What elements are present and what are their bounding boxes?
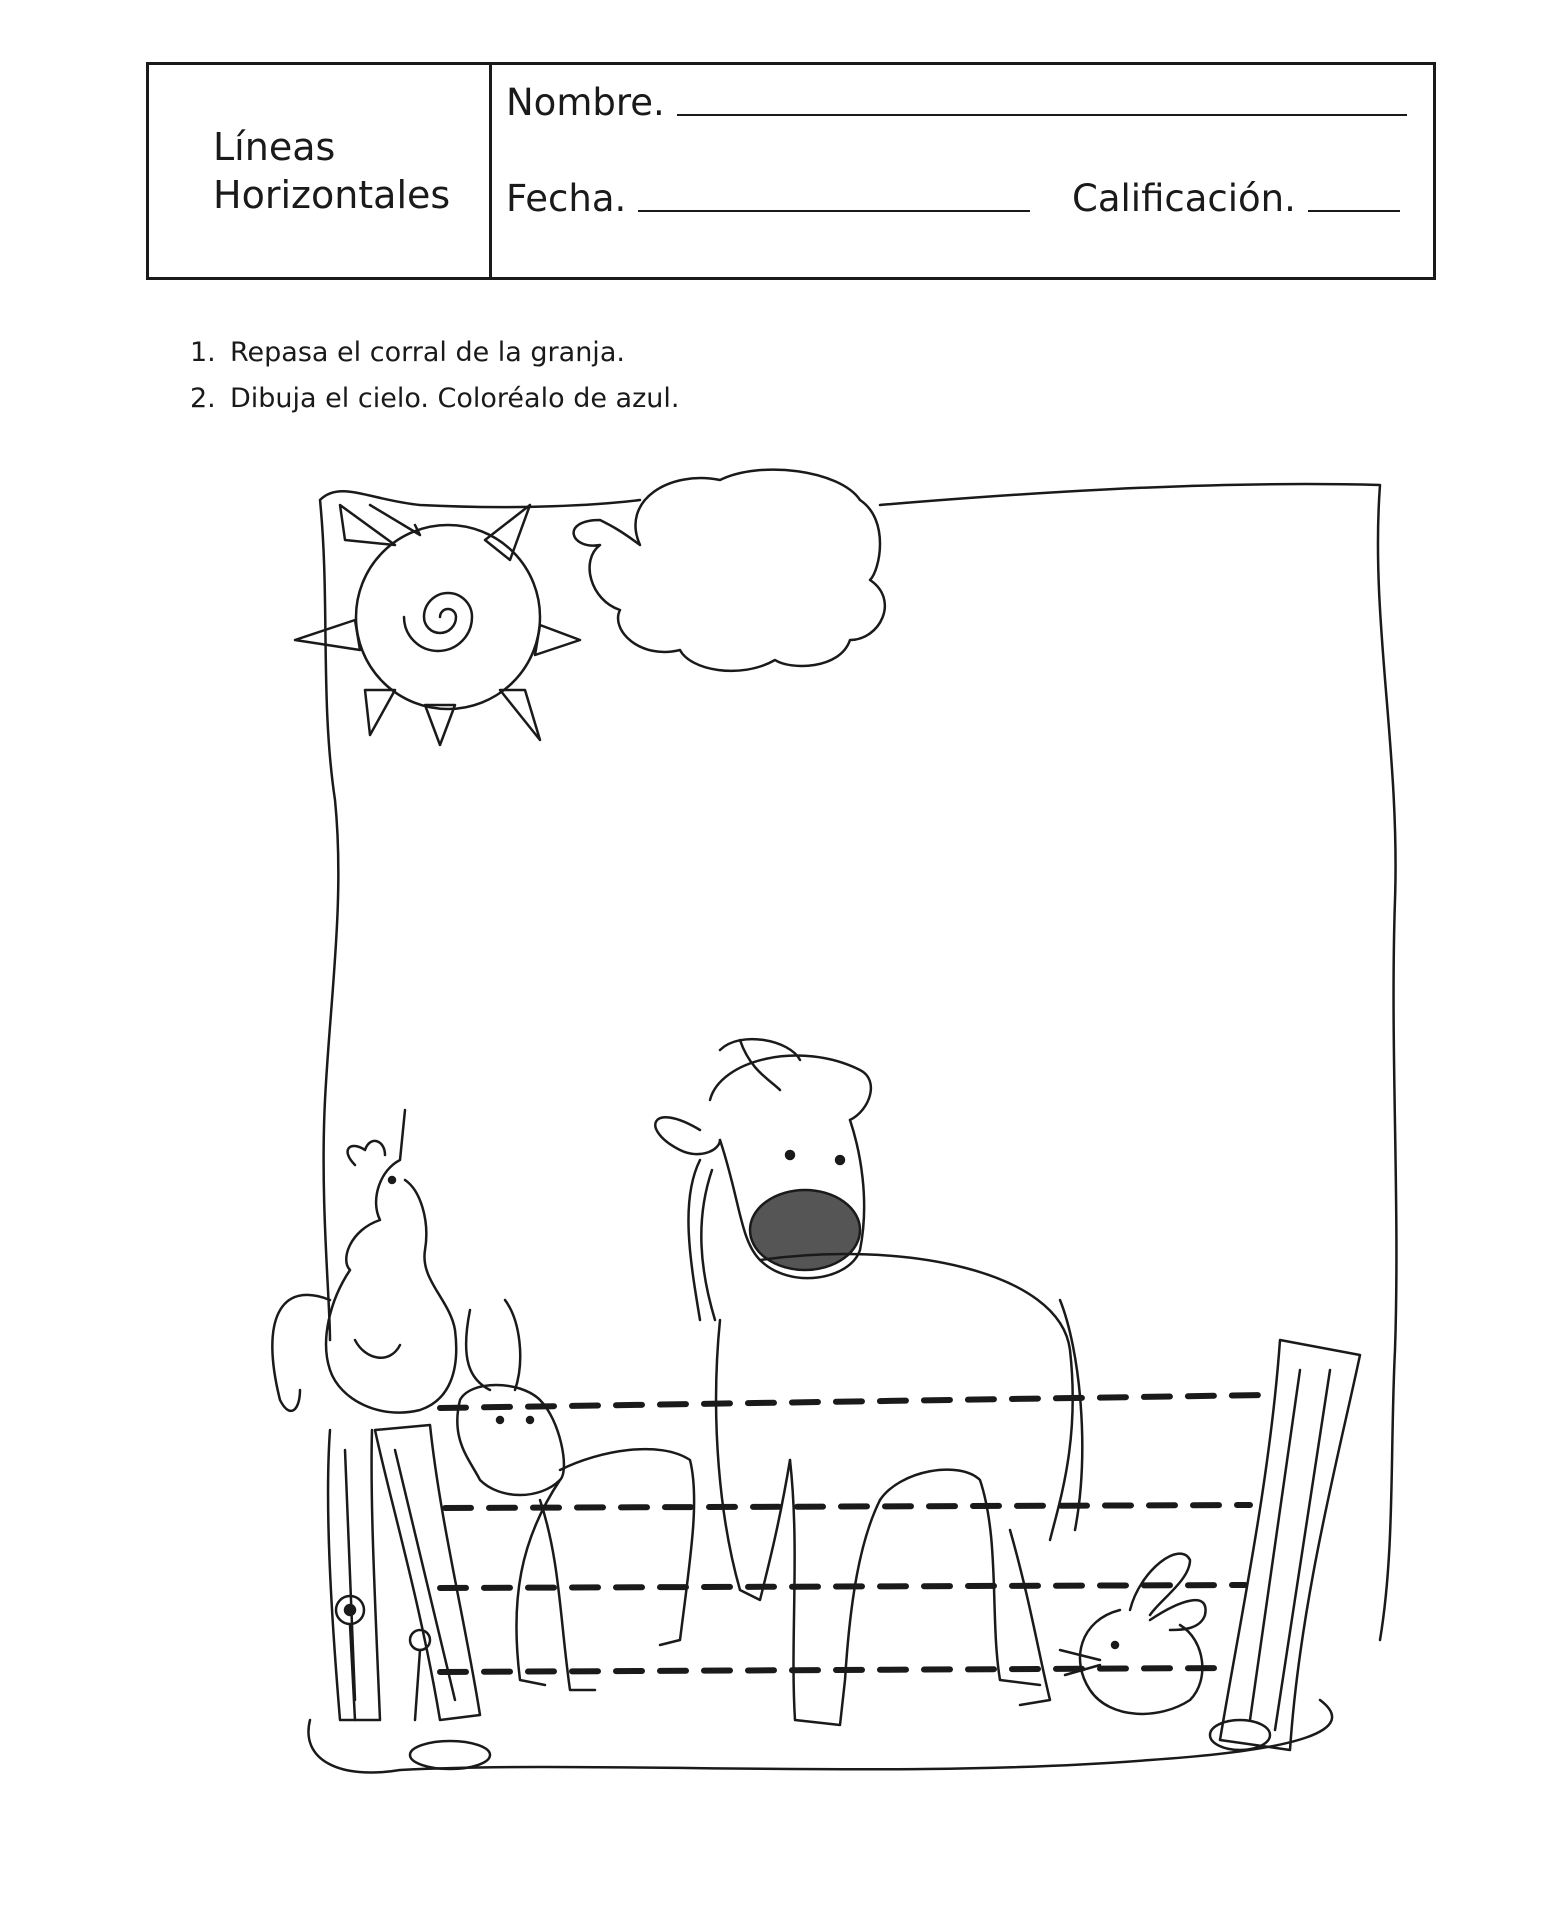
fence-rail-2[interactable] <box>445 1505 1250 1508</box>
instruction-text: Dibuja el cielo. Coloréalo de azul. <box>230 383 680 414</box>
sky-frame <box>320 484 1396 1640</box>
rooster-icon <box>272 1110 456 1413</box>
fence-rail-1[interactable] <box>440 1395 1265 1408</box>
horse-icon <box>655 1039 1082 1725</box>
fence-post-icon <box>1220 1340 1360 1750</box>
cloud-icon <box>574 470 885 671</box>
instruction-number: 1. <box>190 337 216 368</box>
fence-rail-3[interactable] <box>440 1585 1245 1588</box>
ground-line <box>308 1700 1332 1773</box>
date-label: Fecha. <box>506 177 627 220</box>
fence-post-icon <box>328 1425 480 1720</box>
instruction-number: 2. <box>190 383 216 414</box>
instruction-text: Repasa el corral de la granja. <box>230 337 625 368</box>
rabbit-icon <box>1060 1554 1206 1714</box>
title-line-2: Horizontales <box>213 173 451 217</box>
title-line-1: Líneas <box>213 125 336 169</box>
name-label: Nombre. <box>506 81 665 124</box>
flower-icon <box>336 1596 430 1720</box>
sun-icon <box>295 505 580 745</box>
goat-icon <box>457 1300 694 1690</box>
fence-rail-4[interactable] <box>440 1668 1230 1672</box>
grade-label: Calificación. <box>1072 177 1296 220</box>
